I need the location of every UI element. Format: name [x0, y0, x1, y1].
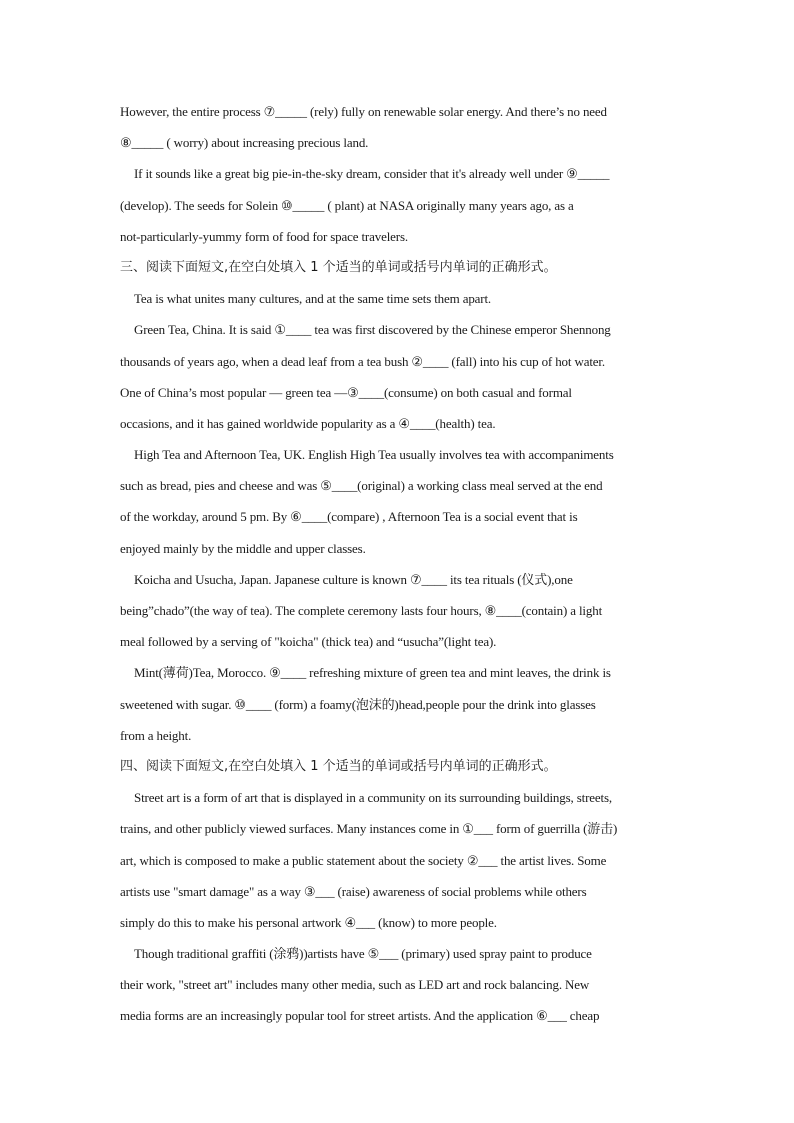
text-line: such as bread, pies and cheese and was ⑤____(original) a working class meal served at the end: [120, 478, 603, 494]
section-heading: 三、阅读下面短文,在空白处填入 1 个适当的单词或括号内单词的正确形式。: [120, 259, 557, 275]
text-line: (develop). The seeds for Solein ⑩_____ ( plant) at NASA originally many years ago, as a: [120, 197, 574, 213]
text-line: meal followed by a serving of "koicha" (thick tea) and “usucha”(light tea).: [120, 634, 497, 650]
text-line: If it sounds like a great big pie-in-the-sky dream, consider that it's already well under ⑨_____: [134, 166, 610, 182]
text-line: being”chado”(the way of tea). The complete ceremony lasts four hours, ⑧____(contain) a light: [120, 603, 603, 618]
text-line: sweetened with sugar. ⑩____ (form) a foamy(泡沫的)head,people pour the drink into glasses: [120, 696, 596, 712]
text-line: simply do this to make his personal artwork ④___ (know) to more people.: [120, 914, 497, 930]
text-line: of the workday, around 5 pm. By ⑥____(compare) , Afternoon Tea is a social event that is: [120, 509, 578, 525]
text-line: trains, and other publicly viewed surfaces. Many instances come in ①___ form of guerrilla (游击): [120, 821, 618, 837]
section-heading: 四、阅读下面短文,在空白处填入 1 个适当的单词或括号内单词的正确形式。: [120, 758, 557, 774]
text-line: not-particularly-yummy form of food for space travelers.: [120, 228, 408, 244]
text-line: ⑧_____ ( worry) about increasing precious land.: [120, 135, 369, 151]
text-line: art, which is composed to make a public statement about the society ②___ the artist lives. Some: [120, 852, 607, 868]
text-line: from a height.: [120, 727, 192, 743]
text-line: However, the entire process ⑦_____ (rely) fully on renewable solar energy. And there’s no need: [120, 104, 607, 119]
text-line: Tea is what unites many cultures, and at the same time sets them apart.: [134, 291, 492, 307]
text-line: High Tea and Afternoon Tea, UK. English High Tea usually involves tea with accompaniments: [134, 447, 614, 463]
text-line: Street art is a form of art that is displayed in a community on its surrounding buildings, streets,: [134, 790, 612, 806]
text-line: their work, "street art" includes many other media, such as LED art and rock balancing. New: [120, 977, 590, 993]
text-line: thousands of years ago, when a dead leaf from a tea bush ②____ (fall) into his cup of hot water.: [120, 353, 605, 369]
text-line: Koicha and Usucha, Japan. Japanese culture is known ⑦____ its tea rituals (仪式),one: [134, 571, 573, 587]
text-line: One of China’s most popular — green tea —③____(consume) on both casual and formal: [120, 384, 572, 400]
text-line: artists use "smart damage" as a way ③___ (raise) awareness of social problems while others: [120, 883, 587, 899]
text-line: Mint(薄荷)Tea, Morocco. ⑨____ refreshing mixture of green tea and mint leaves, the drink is: [134, 665, 611, 681]
text-line: occasions, and it has gained worldwide popularity as a ④____(health) tea.: [120, 415, 496, 431]
text-line: Green Tea, China. It is said ①____ tea was first discovered by the Chinese emperor Shennong: [134, 322, 611, 338]
document-page: [120, 100, 680, 1036]
text-line: media forms are an increasingly popular tool for street artists. And the application ⑥___ cheap: [120, 1008, 600, 1024]
text-line: enjoyed mainly by the middle and upper classes.: [120, 540, 366, 556]
text-line: Though traditional graffiti (涂鸦))artists have ⑤___ (primary) used spray paint to produce: [134, 946, 592, 962]
